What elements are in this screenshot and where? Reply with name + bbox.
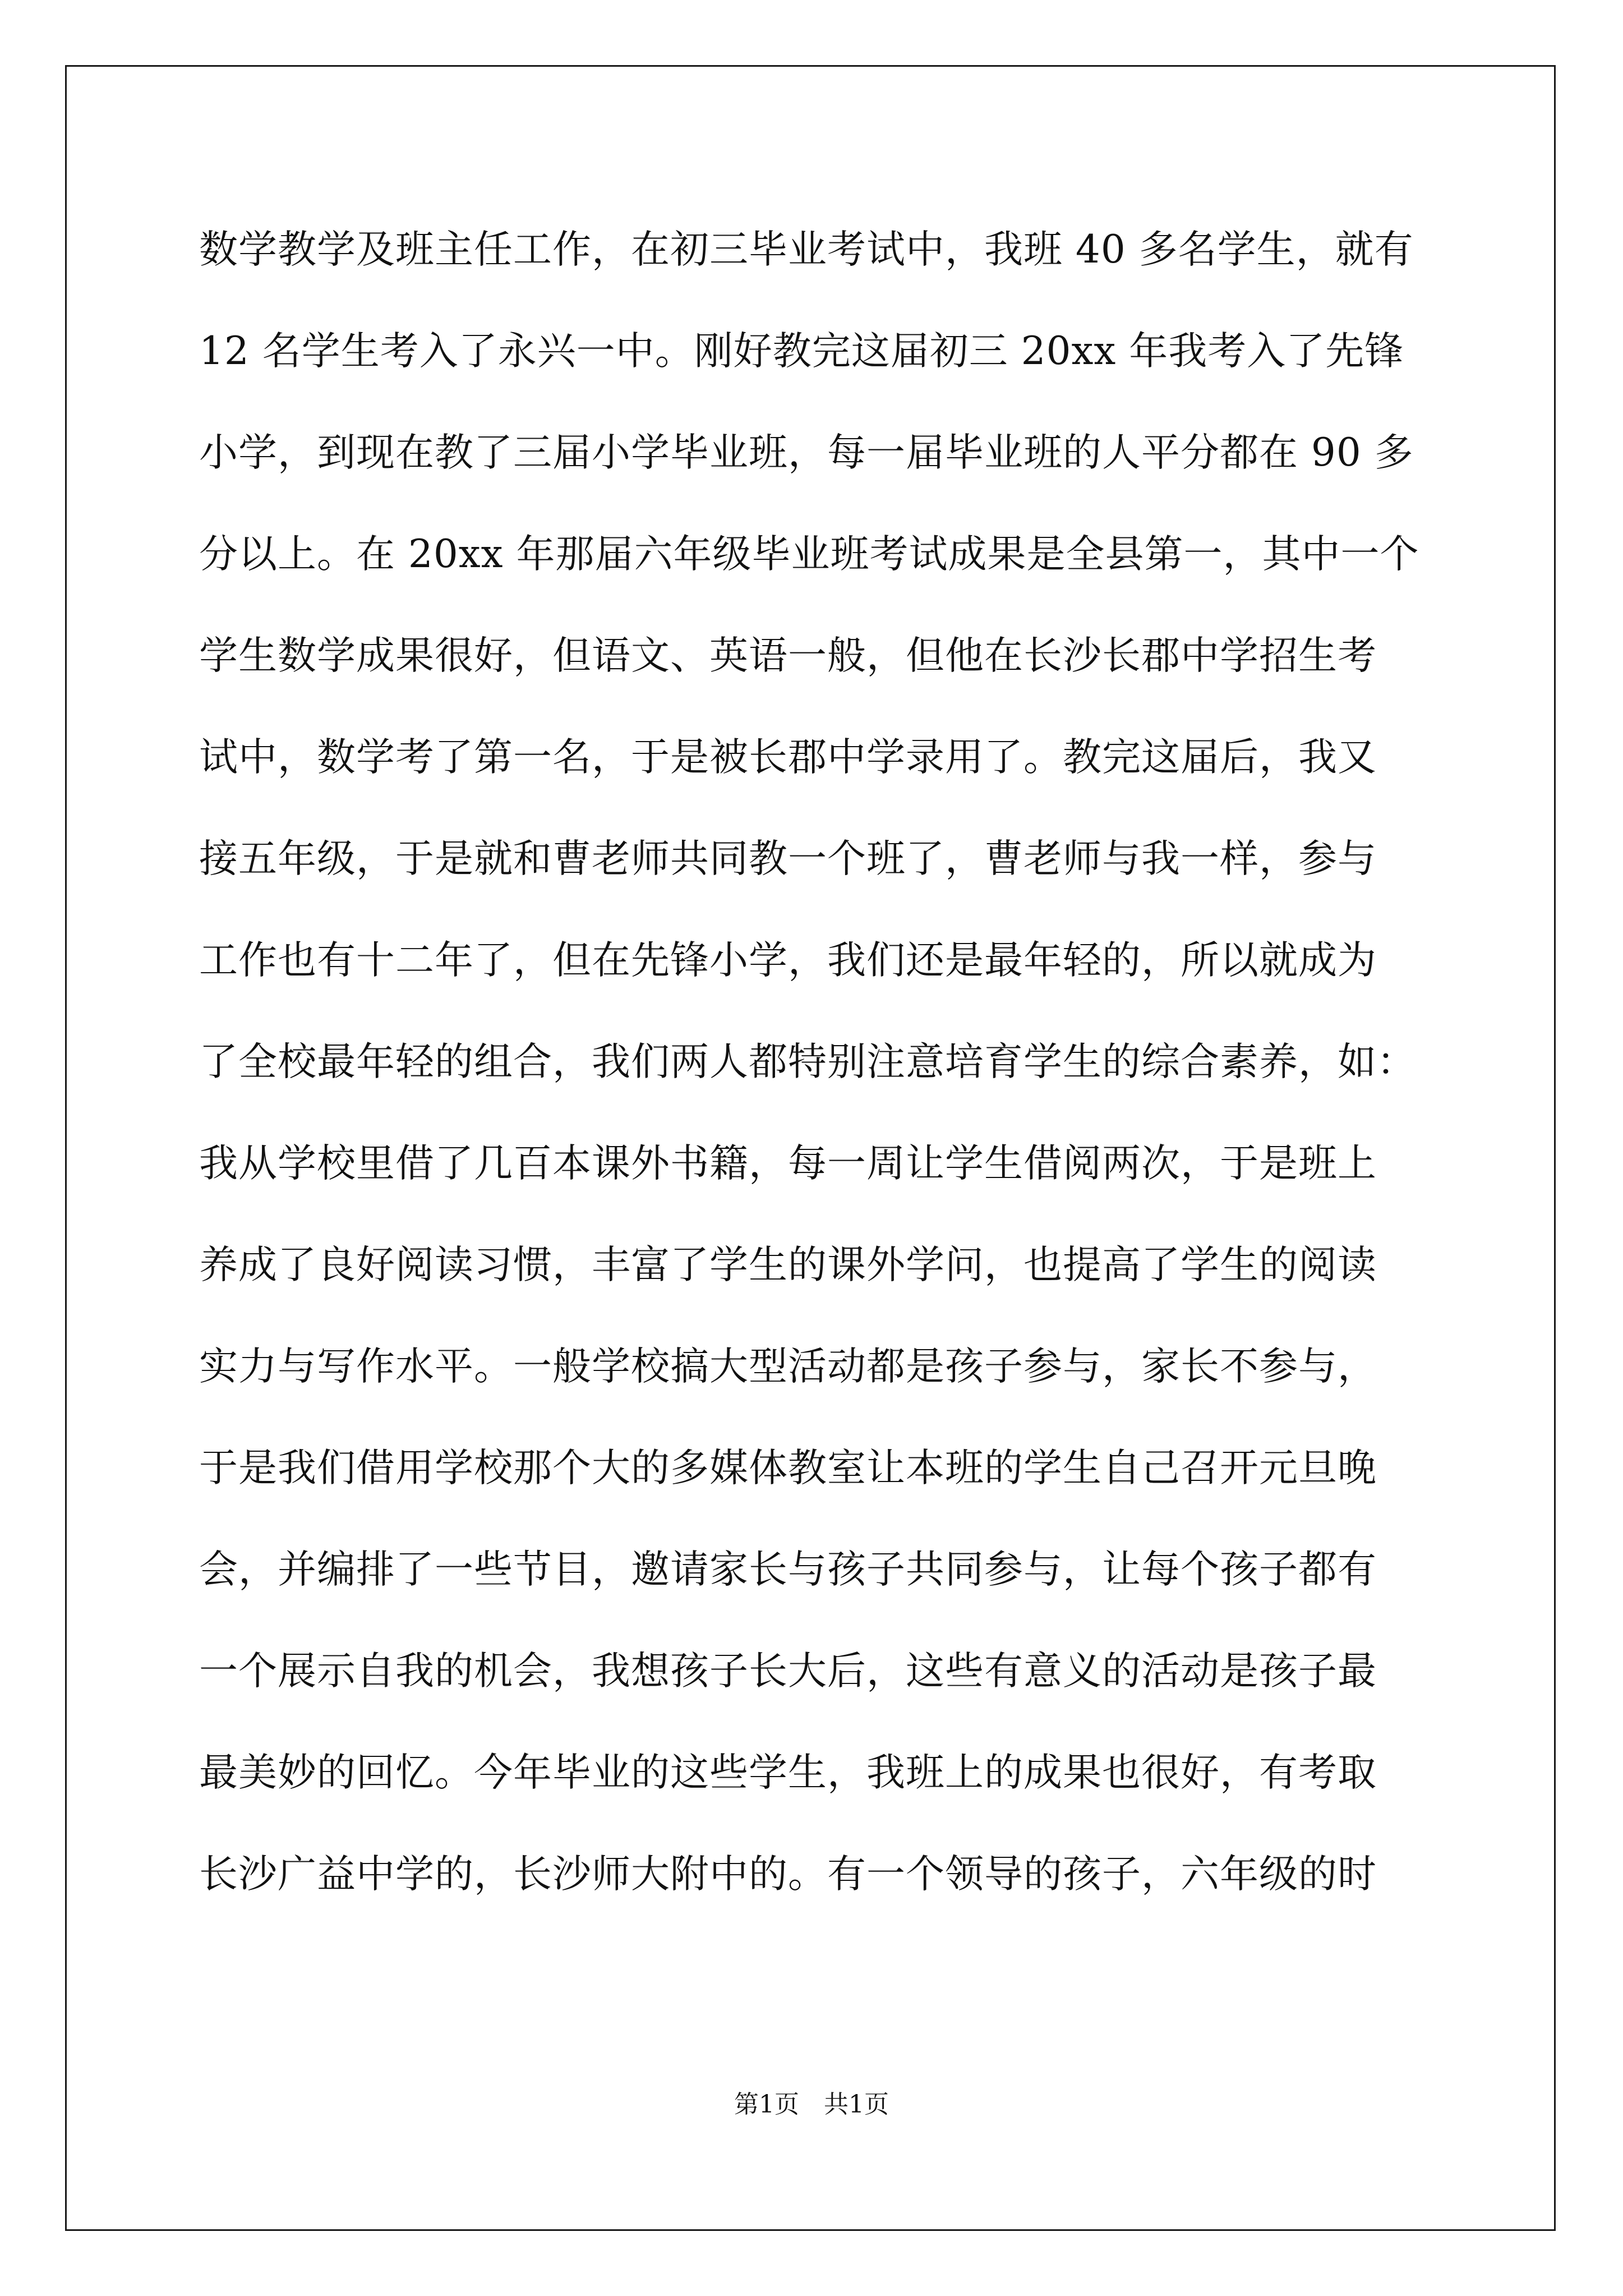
text-line: 养成了良好阅读习惯，丰富了学生的课外学问，也提高了学生的阅读	[199, 1243, 1377, 1287]
text-line: 学生数学成果很好，但语文、英语一般，但他在长沙长郡中学招生考	[199, 633, 1377, 678]
text-line: 最美妙的回忆。今年毕业的这些学生，我班上的成果也很好，有考取	[199, 1750, 1377, 1795]
text-line: 长沙广益中学的，长沙师大附中的。有一个领导的孩子，六年级的时	[199, 1852, 1377, 1897]
text-line: 一个展示自我的机会，我想孩子长大后，这些有意义的活动是孩子最	[199, 1649, 1377, 1694]
text-line: 接五年级，于是就和曹老师共同教一个班了，曹老师与我一样，参与	[199, 836, 1377, 881]
text-line: 实力与写作水平。一般学校搞大型活动都是孩子参与，家长不参与，	[199, 1344, 1377, 1389]
text-line: 数学教学及班主任工作，在初三毕业考试中，我班 40 多名学生，就有	[199, 227, 1414, 272]
text-line: 试中，数学考了第一名，于是被长郡中学录用了。教完这届后，我又	[199, 735, 1377, 780]
text-line: 小学，到现在教了三届小学毕业班，每一届毕业班的人平分都在 90 多	[199, 430, 1414, 475]
text-line: 了全校最年轻的组合，我们两人都特别注意培育学生的综合素养，如：	[199, 1039, 1416, 1084]
text-line: 12 名学生考入了永兴一中。刚好教完这届初三 20xx 年我考入了先锋	[199, 329, 1404, 374]
body-text	[199, 219, 1427, 1945]
text-line: 我从学校里借了几百本课外书籍，每一周让学生借阅两次，于是班上	[199, 1141, 1377, 1186]
text-line: 分以上。在 20xx 年那届六年级毕业班考试成果是全县第一，其中一个	[199, 532, 1419, 577]
page-footer: 第1页 共1页	[734, 2090, 889, 2119]
text-line: 会，并编排了一些节目，邀请家长与孩子共同参与，让每个孩子都有	[199, 1547, 1377, 1592]
text-line: 于是我们借用学校那个大的多媒体教室让本班的学生自己召开元旦晚	[199, 1446, 1377, 1490]
text-line: 工作也有十二年了，但在先锋小学，我们还是最年轻的，所以就成为	[199, 938, 1377, 983]
